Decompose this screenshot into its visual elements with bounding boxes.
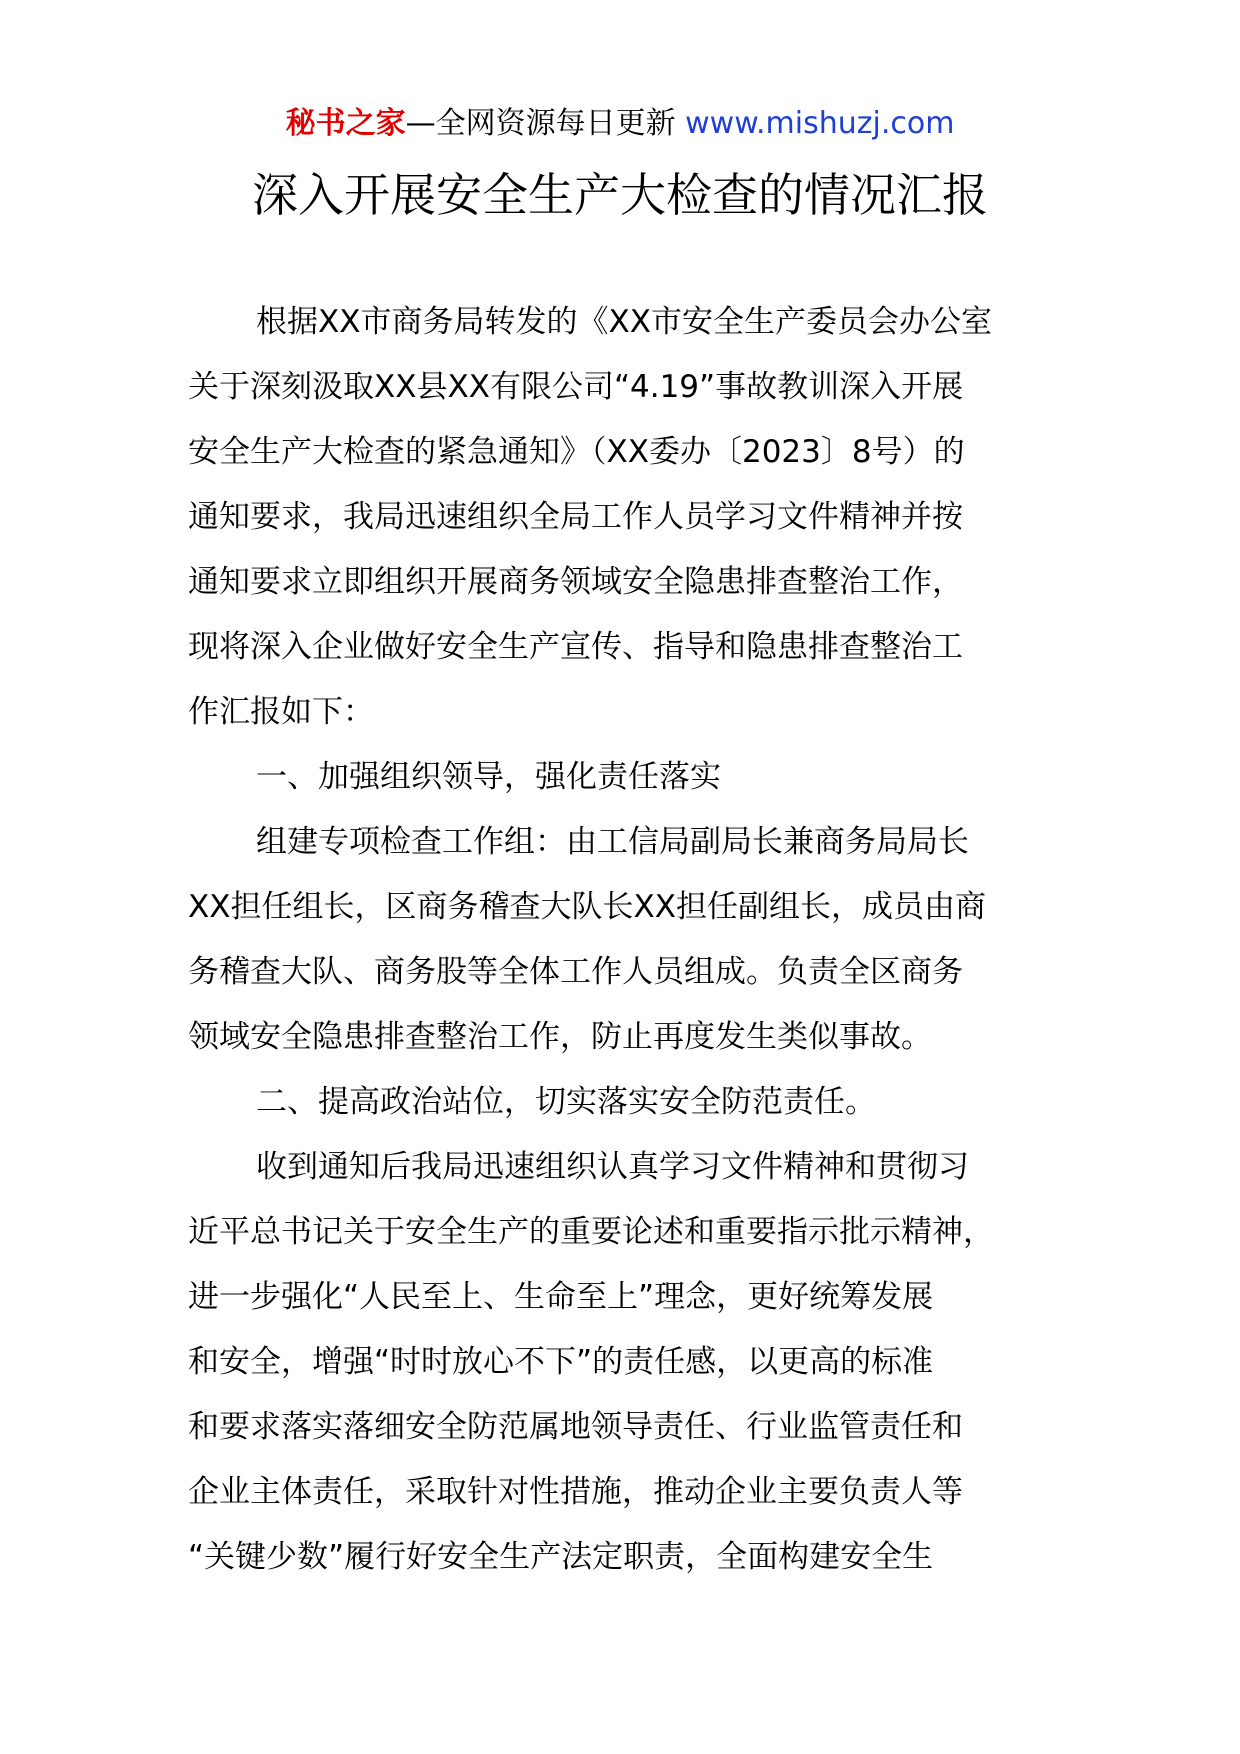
document-title: 深入开展安全生产大检查的情况汇报 xyxy=(252,168,988,222)
text-line: 务稽查大队、商务股等全体工作人员组成。负责全区商务 xyxy=(188,954,963,990)
text-line: 现将深入企业做好安全生产宣传、指导和隐患排查整治工 xyxy=(188,629,963,665)
text-line: 一、加强组织领导，强化责任落实 xyxy=(256,759,721,795)
text-line: 和安全，增强“时时放心不下”的责任感，以更高的标准 xyxy=(188,1344,934,1380)
text-line: 进一步强化“人民至上、生命至上”理念，更好统筹发展 xyxy=(188,1279,934,1315)
text-line: 通知要求立即组织开展商务领域安全隐患排查整治工作， xyxy=(188,564,963,600)
text-line: 企业主体责任，采取针对性措施，推动企业主要负责人等 xyxy=(188,1474,963,1510)
document-body xyxy=(188,290,1058,1590)
text-line: 作汇报如下： xyxy=(188,694,374,730)
text-line: 近平总书记关于安全生产的重要论述和重要指示批示精神， xyxy=(188,1214,994,1250)
text-line: 关于深刻汲取XX县XX有限公司“4.19”事故教训深入开展 xyxy=(188,369,964,405)
text-line: 根据XX市商务局转发的《XX市安全生产委员会办公室 xyxy=(256,304,992,340)
text-line: “关键少数”履行好安全生产法定职责，全面构建安全生 xyxy=(188,1539,934,1575)
brand-name: 秘书之家 xyxy=(285,106,406,141)
text-line: 组建专项检查工作组：由工信局副局长兼商务局局长 xyxy=(256,824,969,860)
brand-slogan: —全网资源每日更新 xyxy=(405,106,686,141)
text-line: 安全生产大检查的紧急通知》（XX委办〔2023〕8号）的 xyxy=(188,434,965,470)
text-line: XX担任组长，区商务稽查大队长XX担任副组长，成员由商 xyxy=(188,889,986,925)
text-line: 收到通知后我局迅速组织认真学习文件精神和贯彻习 xyxy=(256,1149,969,1185)
website-link[interactable]: www.mishuzj.com xyxy=(685,106,955,141)
text-line: 和要求落实落细安全防范属地领导责任、行业监管责任和 xyxy=(188,1409,963,1445)
header-banner xyxy=(0,100,1240,148)
text-line: 领域安全隐患排查整治工作，防止再度发生类似事故。 xyxy=(188,1019,932,1055)
text-line: 通知要求，我局迅速组织全局工作人员学习文件精神并按 xyxy=(188,499,963,535)
text-line: 二、提高政治站位，切实落实安全防范责任。 xyxy=(256,1084,876,1120)
